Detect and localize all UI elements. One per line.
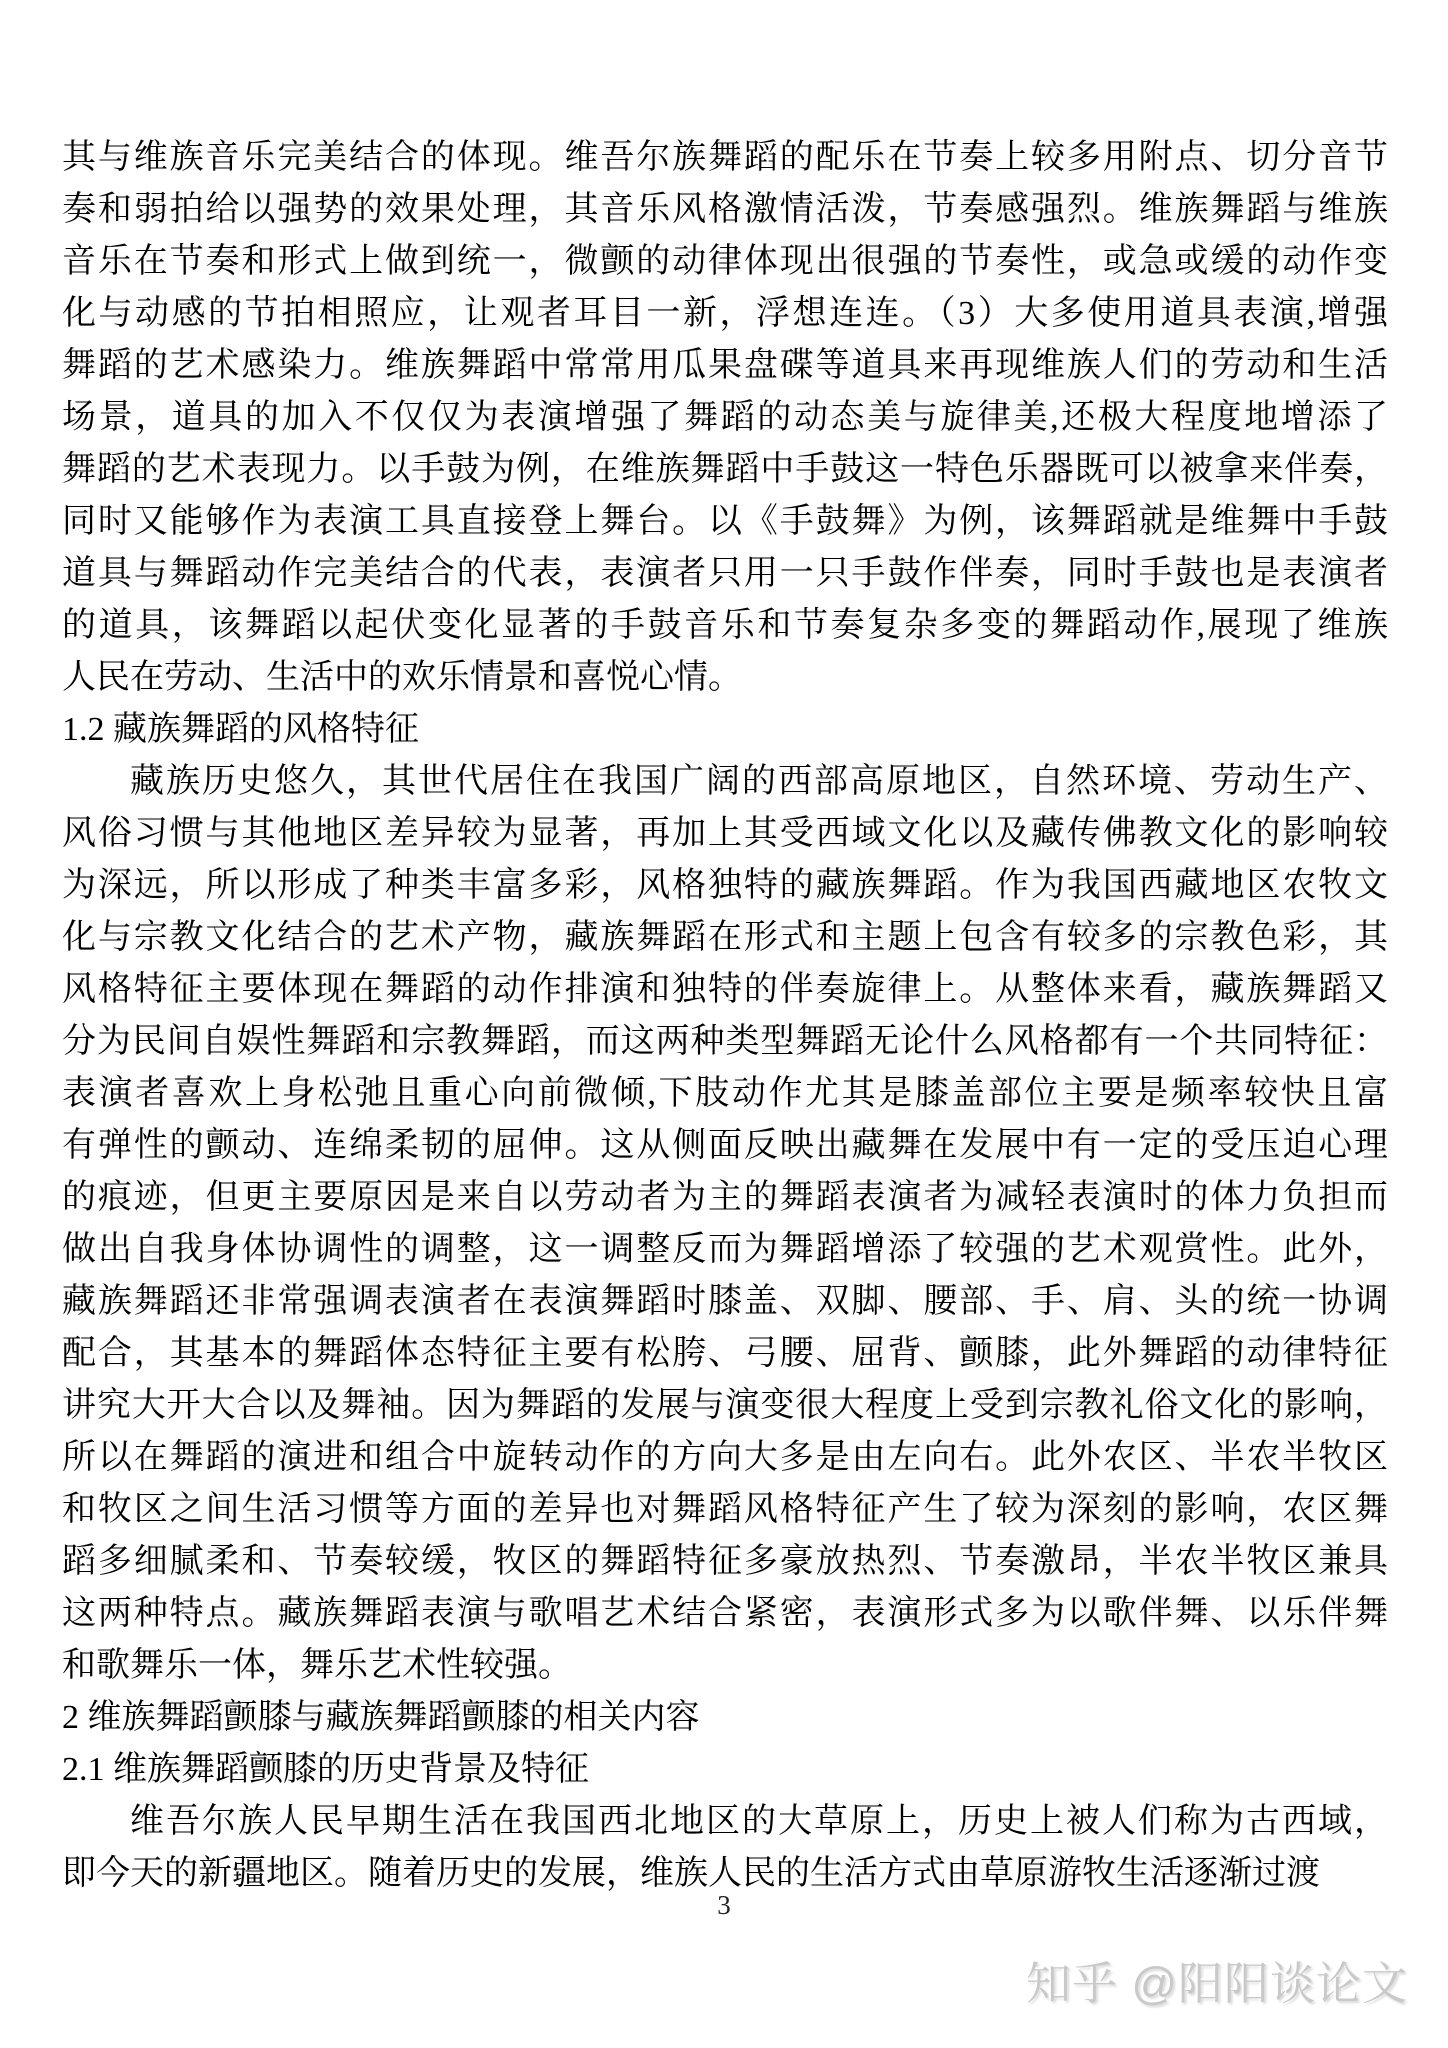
text-line: 所以在舞蹈的演进和组合中旋转动作的方向大多是由左向右。此外农区、半农半牧区 — [62, 1439, 1388, 1476]
text-line: 风俗习惯与其他地区差异较为显著，再加上其受西域文化以及藏传佛教文化的影响较 — [62, 815, 1388, 852]
text-line: 和牧区之间生活习惯等方面的差异也对舞蹈风格特征产生了较为深刻的影响，农区舞 — [62, 1491, 1388, 1528]
text-line: 同时又能够作为表演工具直接登上舞台。以《手鼓舞》为例，该舞蹈就是维舞中手鼓 — [62, 503, 1388, 540]
section-heading: 2.1 维族舞蹈颤膝的历史背景及特征 — [62, 1751, 589, 1788]
document-body — [62, 132, 1388, 1900]
text-line: 维吾尔族人民早期生活在我国西北地区的大草原上，历史上被人们称为古西域， — [130, 1803, 1388, 1840]
page-number: 3 — [717, 1890, 731, 1920]
text-line: 舞蹈的艺术表现力。以手鼓为例，在维族舞蹈中手鼓这一特色乐器既可以被拿来伴奏， — [62, 451, 1388, 488]
watermark: 知乎 @阳阳谈论文 — [1025, 1958, 1408, 2009]
text-line: 的痕迹，但更主要原因是来自以劳动者为主的舞蹈表演者为减轻表演时的体力负担而 — [62, 1179, 1388, 1216]
text-line: 藏族历史悠久，其世代居住在我国广阔的西部高原地区，自然环境、劳动生产、 — [130, 763, 1388, 800]
text-line: 为深远，所以形成了种类丰富多彩，风格独特的藏族舞蹈。作为我国西藏地区农牧文 — [62, 867, 1388, 904]
text-line: 奏和弱拍给以强势的效果处理，其音乐风格激情活泼，节奏感强烈。维族舞蹈与维族 — [62, 191, 1388, 228]
text-line: 音乐在节奏和形式上做到统一，微颤的动律体现出很强的节奏性，或急或缓的动作变 — [62, 243, 1388, 280]
text-line: 分为民间自娱性舞蹈和宗教舞蹈，而这两种类型舞蹈无论什么风格都有一个共同特征： — [62, 1023, 1388, 1060]
text-line: 道具与舞蹈动作完美结合的代表，表演者只用一只手鼓作伴奏，同时手鼓也是表演者 — [62, 555, 1388, 592]
text-line: 藏族舞蹈还非常强调表演者在表演舞蹈时膝盖、双脚、腰部、手、肩、头的统一协调 — [62, 1283, 1388, 1320]
text-line: 场景，道具的加入不仅仅为表演增强了舞蹈的动态美与旋律美,还极大程度地增添了 — [62, 399, 1388, 436]
text-line: 的道具，该舞蹈以起伏变化显著的手鼓音乐和节奏复杂多变的舞蹈动作,展现了维族 — [62, 607, 1388, 644]
text-line: 做出自我身体协调性的调整，这一调整反而为舞蹈增添了较强的艺术观赏性。此外， — [62, 1231, 1388, 1268]
text-line: 配合，其基本的舞蹈体态特征主要有松胯、弓腰、屈背、颤膝，此外舞蹈的动律特征 — [62, 1335, 1388, 1372]
text-line: 舞蹈的艺术感染力。维族舞蹈中常常用瓜果盘碟等道具来再现维族人们的劳动和生活 — [62, 347, 1388, 384]
section-heading: 1.2 藏族舞蹈的风格特征 — [62, 711, 419, 748]
text-line: 这两种特点。藏族舞蹈表演与歌唱艺术结合紧密，表演形式多为以歌伴舞、以乐伴舞 — [62, 1595, 1388, 1632]
text-line: 风格特征主要体现在舞蹈的动作排演和独特的伴奏旋律上。从整体来看，藏族舞蹈又 — [62, 971, 1388, 1008]
text-line: 讲究大开大合以及舞袖。因为舞蹈的发展与演变很大程度上受到宗教礼俗文化的影响， — [62, 1387, 1388, 1424]
text-line: 有弹性的颤动、连绵柔韧的屈伸。这从侧面反映出藏舞在发展中有一定的受压迫心理 — [62, 1127, 1388, 1164]
text-line: 蹈多细腻柔和、节奏较缓，牧区的舞蹈特征多豪放热烈、节奏激昂，半农半牧区兼具 — [62, 1543, 1388, 1580]
text-line: 表演者喜欢上身松弛且重心向前微倾,下肢动作尤其是膝盖部位主要是频率较快且富 — [62, 1075, 1388, 1112]
section-heading: 2 维族舞蹈颤膝与藏族舞蹈颤膝的相关内容 — [62, 1699, 700, 1736]
text-line: 其与维族音乐完美结合的体现。维吾尔族舞蹈的配乐在节奏上较多用附点、切分音节 — [62, 139, 1388, 176]
text-line: 化与宗教文化结合的艺术产物，藏族舞蹈在形式和主题上包含有较多的宗教色彩，其 — [62, 919, 1388, 956]
text-line: 化与动感的节拍相照应，让观者耳目一新，浮想连连。（3）大多使用道具表演,增强 — [62, 295, 1388, 332]
text-line: 人民在劳动、生活中的欢乐情景和喜悦心情。 — [62, 659, 742, 696]
text-line: 即今天的新疆地区。随着历史的发展，维族人民的生活方式由草原游牧生活逐渐过渡 — [62, 1855, 1320, 1892]
text-line: 和歌舞乐一体，舞乐艺术性较强。 — [62, 1647, 572, 1684]
